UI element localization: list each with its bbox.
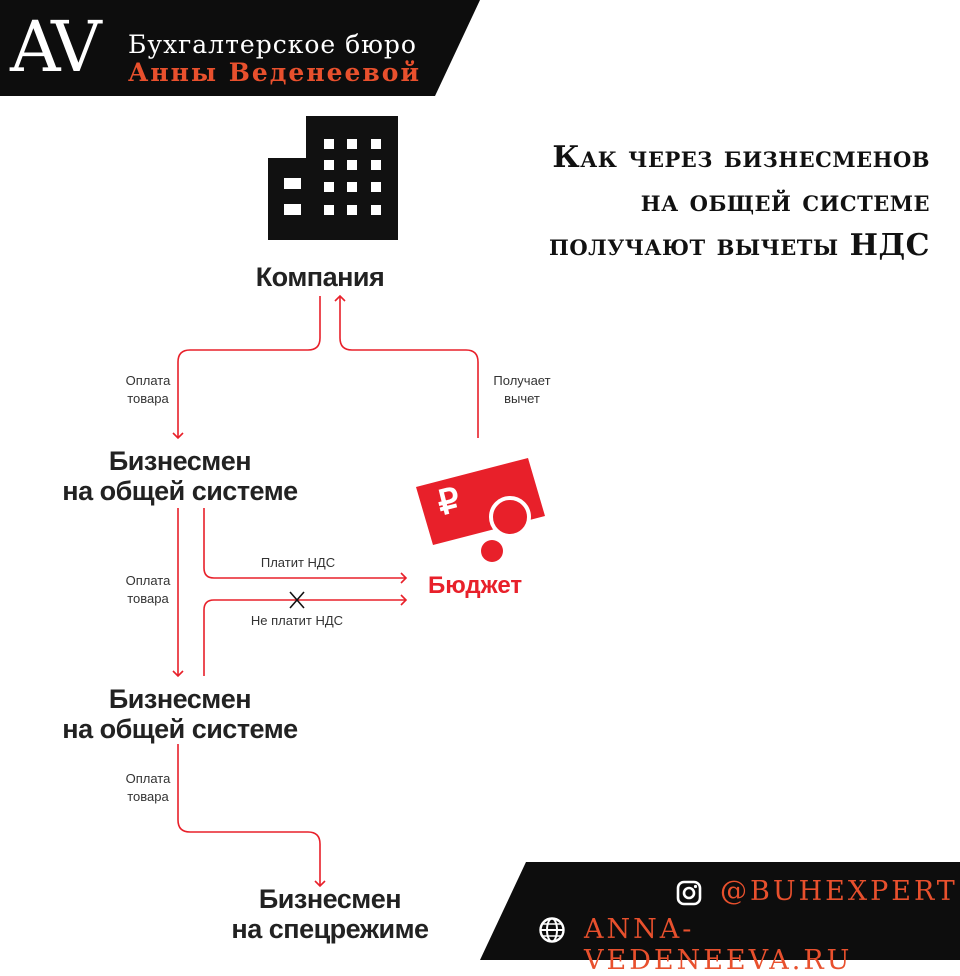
label-receives-line1: Получает bbox=[493, 373, 551, 388]
node-businessman-3 bbox=[200, 884, 460, 944]
label-payment-1-line1: Оплата bbox=[125, 373, 171, 388]
label-payment-3-line2: товара bbox=[127, 789, 169, 804]
title-line-1: Как через бизнесменов bbox=[552, 140, 930, 175]
arrow-deduction bbox=[340, 296, 478, 438]
node-businessman-2-line1: Бизнесмен bbox=[108, 684, 252, 714]
node-businessman-2-line2: на общей системе bbox=[62, 714, 298, 744]
node-businessman-2 bbox=[40, 684, 320, 744]
label-payment-2 bbox=[106, 572, 190, 608]
node-businessman-1-line1: Бизнесмен bbox=[108, 446, 252, 476]
label-not-pays-vat: Не платит НДС bbox=[250, 613, 344, 628]
website-link[interactable]: ANNA-VEDENEEVA.RU bbox=[584, 914, 853, 976]
node-budget: Бюджет bbox=[428, 572, 523, 599]
label-payment-3 bbox=[106, 770, 190, 806]
footer-banner bbox=[480, 862, 960, 976]
node-businessman-3-line2: на спецрежиме bbox=[231, 914, 429, 944]
node-businessman-1-line2: на общей системе bbox=[62, 476, 298, 506]
label-payment-2-line1: Оплата bbox=[125, 573, 171, 588]
logo: AV bbox=[10, 6, 96, 88]
brand-name-line1: Бухгалтерское бюро bbox=[128, 30, 417, 59]
instagram-handle[interactable]: @BUHEXPERT bbox=[720, 876, 958, 907]
instagram-icon bbox=[676, 880, 702, 906]
node-businessman-3-line1: Бизнесмен bbox=[258, 884, 402, 914]
title-line-3: получают вычеты НДС bbox=[549, 228, 930, 263]
building-icon bbox=[268, 116, 398, 240]
label-receives-deduction bbox=[480, 372, 564, 408]
label-payment-1-line2: товара bbox=[127, 391, 169, 406]
arrow-payment-3 bbox=[178, 744, 320, 886]
ruble-icon: ₽ bbox=[433, 480, 464, 524]
brand-name-line2: Анны Веденеевой bbox=[128, 58, 422, 87]
node-company: Компания bbox=[255, 262, 385, 292]
label-pays-vat: Платит НДС bbox=[260, 555, 336, 570]
node-businessman-1 bbox=[40, 446, 320, 506]
label-receives-line2: вычет bbox=[504, 391, 540, 406]
arrow-payment-1 bbox=[178, 296, 320, 438]
budget-wallet-icon bbox=[416, 458, 545, 562]
label-payment-2-line2: товара bbox=[127, 591, 169, 606]
title-line-2: на общей системе bbox=[640, 184, 930, 219]
globe-icon bbox=[538, 916, 566, 944]
label-payment-3-line1: Оплата bbox=[125, 771, 171, 786]
label-payment-1 bbox=[106, 372, 190, 408]
